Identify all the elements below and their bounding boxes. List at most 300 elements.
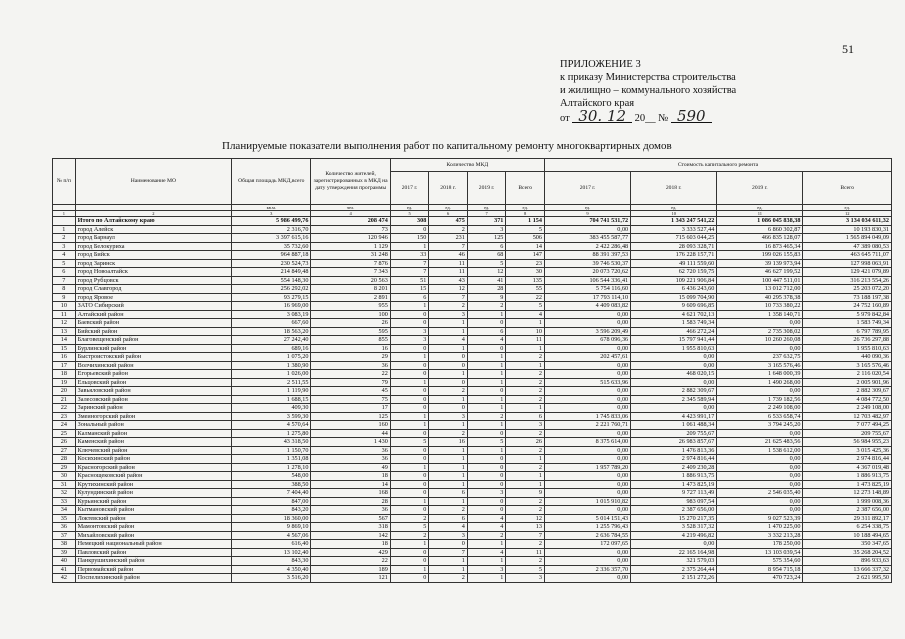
row-cost-2018: 9 727 113,49 (631, 489, 717, 498)
row-cost-2019: 1 358 140,71 (717, 310, 803, 319)
row-area: 18 360,00 (232, 514, 311, 523)
row-count-2017: 1 (390, 421, 429, 430)
row-cost-2018: 15 099 704,90 (631, 293, 717, 302)
table-row (53, 489, 892, 498)
row-cost-2017: 2 636 784,55 (544, 531, 630, 540)
row-area: 554 148,30 (232, 276, 311, 285)
row-cost-2017: 0,00 (544, 387, 630, 396)
row-count-2018: 4 (429, 523, 468, 532)
row-count-2019: 4 (467, 523, 506, 532)
row-count-2019: 3 (467, 489, 506, 498)
row-count-2019: 12 (467, 268, 506, 277)
table-row (53, 344, 892, 353)
row-cost-total: 2 005 901,96 (803, 378, 892, 387)
total-residents: 208 474 (311, 217, 390, 226)
row-cost-total: 4 084 772,50 (803, 395, 892, 404)
row-count-2019: 4 (467, 514, 506, 523)
header-count-2017: 2017 г. (390, 172, 429, 205)
row-number: 18 (53, 370, 76, 379)
row-count-2017: 1 (390, 497, 429, 506)
table-row (53, 421, 892, 430)
row-count-total: 5 (506, 565, 545, 574)
row-cost-total: 440 090,36 (803, 353, 892, 362)
row-count-2019: 1 (467, 421, 506, 430)
row-cost-2019: 1 470 225,00 (717, 523, 803, 532)
unit-cell: ед. (631, 205, 717, 211)
row-cost-total: 6 254 338,75 (803, 523, 892, 532)
row-count-total: 2 (506, 353, 545, 362)
row-cost-total: 7 077 494,25 (803, 421, 892, 430)
row-count-2018: 2 (429, 429, 468, 438)
row-cost-total: 5 979 842,84 (803, 310, 892, 319)
row-count-2019: 4 (467, 336, 506, 345)
row-cost-2019: 1 739 182,56 (717, 395, 803, 404)
row-cost-2017: 0,00 (544, 361, 630, 370)
total-cost-2018: 1 343 247 541,22 (631, 217, 717, 226)
row-cost-2017: 5 014 151,43 (544, 514, 630, 523)
unit-cell: ед. (429, 205, 468, 211)
row-cost-total: 1 565 894 049,09 (803, 234, 892, 243)
row-count-2018: 1 (429, 480, 468, 489)
row-name: город Славгород (75, 285, 231, 294)
row-count-2019: 0 (467, 344, 506, 353)
row-count-total: 2 (506, 446, 545, 455)
row-cost-2019: 470 723,24 (717, 574, 803, 583)
row-count-total: 14 (506, 242, 545, 251)
row-count-2018: 46 (429, 251, 468, 260)
row-cost-2017: 0,00 (544, 557, 630, 566)
row-residents: 7 876 (311, 259, 390, 268)
row-count-2018: 0 (429, 540, 468, 549)
row-count-2019: 0 (467, 497, 506, 506)
row-name: Каменский район (75, 438, 231, 447)
row-count-2018: 7 (429, 293, 468, 302)
table-row (53, 497, 892, 506)
row-cost-total: 316 213 554,26 (803, 276, 892, 285)
row-name: Зональный район (75, 421, 231, 430)
header-count-total: Всего (506, 172, 545, 205)
row-cost-2019: 2 249 108,00 (717, 404, 803, 413)
table-row (53, 327, 892, 336)
row-cost-2017: 0,00 (544, 319, 630, 328)
row-area: 689,16 (232, 344, 311, 353)
row-count-2018: 6 (429, 489, 468, 498)
row-count-2019: 125 (467, 234, 506, 243)
row-count-2018: 1 (429, 497, 468, 506)
row-cost-total: 12 703 482,97 (803, 412, 892, 421)
row-count-2019: 1 (467, 353, 506, 362)
row-name: Панкрушихинский район (75, 557, 231, 566)
row-cost-2017: 1 255 796,43 (544, 523, 630, 532)
total-cost-total: 3 134 034 611,32 (803, 217, 892, 226)
row-cost-2019: 237 632,75 (717, 353, 803, 362)
row-count-2017: 3 (390, 336, 429, 345)
row-area: 3 083,19 (232, 310, 311, 319)
appendix-block (560, 58, 736, 125)
row-cost-2019: 8 954 715,18 (717, 565, 803, 574)
row-residents: 121 (311, 574, 390, 583)
row-cost-2017: 0,00 (544, 574, 630, 583)
unit-cell: чел. (311, 205, 390, 211)
row-number: 33 (53, 497, 76, 506)
row-area: 93 279,15 (232, 293, 311, 302)
row-count-2018: 0 (429, 361, 468, 370)
row-count-2018: 7 (429, 548, 468, 557)
row-count-total: 1 (506, 361, 545, 370)
row-area: 3 516,20 (232, 574, 311, 583)
row-count-2017: 0 (390, 361, 429, 370)
row-count-2019: 0 (467, 472, 506, 481)
row-residents: 36 (311, 455, 390, 464)
row-number: 31 (53, 480, 76, 489)
row-cost-2018: 109 221 906,84 (631, 276, 717, 285)
row-count-2019: 41 (467, 276, 506, 285)
total-name: Итого по Алтайскому краю (75, 217, 231, 226)
column-number: 6 (429, 211, 468, 217)
table-row (53, 293, 892, 302)
row-cost-2017: 1 745 833,06 (544, 412, 630, 421)
table-row (53, 353, 892, 362)
column-number: 9 (544, 211, 630, 217)
row-cost-total: 463 645 711,07 (803, 251, 892, 260)
row-residents: 44 (311, 429, 390, 438)
row-area: 1 351,08 (232, 455, 311, 464)
row-area: 2 316,70 (232, 225, 311, 234)
row-cost-2018: 0,00 (631, 353, 717, 362)
row-count-total: 135 (506, 276, 545, 285)
row-number: 34 (53, 506, 76, 515)
row-cost-2018: 0,00 (631, 404, 717, 413)
row-count-2018: 1 (429, 421, 468, 430)
column-number: 10 (631, 211, 717, 217)
row-number: 5 (53, 259, 76, 268)
row-cost-2018: 2 151 272,26 (631, 574, 717, 583)
row-cost-2019: 10 260 260,08 (717, 336, 803, 345)
row-residents: 18 (311, 540, 390, 549)
table-row (53, 302, 892, 311)
handwritten-number: 590 (671, 110, 712, 123)
row-cost-2018: 176 228 157,71 (631, 251, 717, 260)
row-area: 4 350,40 (232, 565, 311, 574)
row-area: 1 380,90 (232, 361, 311, 370)
row-count-2019: 5 (467, 259, 506, 268)
row-cost-2018: 3 528 317,32 (631, 523, 717, 532)
row-cost-2017: 4 409 083,82 (544, 302, 630, 311)
row-count-2017: 0 (390, 480, 429, 489)
unit-cell: ед. (467, 205, 506, 211)
row-number: 36 (53, 523, 76, 532)
row-number: 30 (53, 472, 76, 481)
table-row (53, 370, 892, 379)
header-count-group: Количество МКД (390, 159, 544, 172)
header-no: № п/п (53, 159, 76, 205)
header-cost-2017: 2017 г. (544, 172, 630, 205)
row-area: 3 397 615,16 (232, 234, 311, 243)
row-cost-2017: 88 391 397,53 (544, 251, 630, 260)
table-row (53, 455, 892, 464)
row-count-2019: 1 (467, 378, 506, 387)
unit-cell: ед. (544, 205, 630, 211)
row-name: город Белокуриха (75, 242, 231, 251)
appendix-line-2: к приказу Министерства строительства (560, 72, 736, 83)
row-count-2018: 1 (429, 565, 468, 574)
row-cost-2018: 1 583 749,34 (631, 319, 717, 328)
row-number: 16 (53, 353, 76, 362)
row-count-2017: 1 (390, 242, 429, 251)
row-number: 1 (53, 225, 76, 234)
row-count-2017: 0 (390, 506, 429, 515)
row-cost-2018: 466 272,24 (631, 327, 717, 336)
row-cost-total: 26 736 297,88 (803, 336, 892, 345)
row-count-2019: 2 (467, 531, 506, 540)
row-count-total: 30 (506, 268, 545, 277)
table-row (53, 565, 892, 574)
row-count-2017: 0 (390, 344, 429, 353)
row-cost-total: 13 666 337,32 (803, 565, 892, 574)
document-title: Планируемые показатели выполнения работ по капитальному ремонту многоквартирных домов (222, 140, 672, 152)
row-cost-2018: 0,00 (631, 540, 717, 549)
row-cost-2018: 62 720 159,75 (631, 268, 717, 277)
total-area: 5 986 499,76 (232, 217, 311, 226)
row-number: 3 (53, 242, 76, 251)
row-count-2017: 2 (390, 531, 429, 540)
row-cost-2019: 0,00 (717, 319, 803, 328)
row-name: город Барнаул (75, 234, 231, 243)
row-residents: 567 (311, 514, 390, 523)
row-number: 6 (53, 268, 76, 277)
row-cost-total: 24 752 160,89 (803, 302, 892, 311)
table-row (53, 472, 892, 481)
total-cost-2019: 1 086 045 838,38 (717, 217, 803, 226)
row-count-2018: 3 (429, 310, 468, 319)
row-cost-2017: 2 422 286,48 (544, 242, 630, 251)
row-count-2017: 7 (390, 268, 429, 277)
row-name: Благовещенский район (75, 336, 231, 345)
row-cost-2018: 321 579,03 (631, 557, 717, 566)
row-cost-2019: 1 490 268,00 (717, 378, 803, 387)
row-count-2017: 3 (390, 327, 429, 336)
row-cost-2017: 0,00 (544, 506, 630, 515)
row-name: Ельцовский район (75, 378, 231, 387)
header-cost-2019: 2019 г. (717, 172, 803, 205)
row-name: ЗАТО Сибирский (75, 302, 231, 311)
row-cost-2018: 6 436 243,60 (631, 285, 717, 294)
table-row (53, 387, 892, 396)
row-count-2019: 0 (467, 429, 506, 438)
row-number: 25 (53, 429, 76, 438)
row-cost-2018: 2 387 656,00 (631, 506, 717, 515)
row-count-total: 1 (506, 319, 545, 328)
header-residents: Количество жителей, зарегистрированных в МКД на дату утверждения программы (311, 159, 390, 205)
appendix-line-3: и жилищно – коммунального хозяйства (560, 85, 737, 96)
row-count-2018: 3 (429, 531, 468, 540)
row-cost-total: 6 797 789,95 (803, 327, 892, 336)
row-name: Кытмановский район (75, 506, 231, 515)
row-area: 847,00 (232, 497, 311, 506)
row-area: 16 969,00 (232, 302, 311, 311)
row-name: город Яровое (75, 293, 231, 302)
row-cost-2018: 2 974 816,44 (631, 455, 717, 464)
row-count-2018: 1 (429, 557, 468, 566)
appendix-title: ПРИЛОЖЕНИЕ 3 (560, 59, 641, 70)
row-count-2017: 1 (390, 412, 429, 421)
row-count-total: 1 (506, 404, 545, 413)
row-count-total: 1 (506, 455, 545, 464)
row-residents: 955 (311, 302, 390, 311)
table-row (53, 531, 892, 540)
row-area: 2 511,55 (232, 378, 311, 387)
row-cost-total: 47 389 080,53 (803, 242, 892, 251)
row-count-2017: 0 (390, 387, 429, 396)
row-count-total: 2 (506, 497, 545, 506)
row-name: Волчихинский район (75, 361, 231, 370)
row-cost-2017: 515 633,96 (544, 378, 630, 387)
row-cost-2018: 26 983 857,67 (631, 438, 717, 447)
row-count-2017: 1 (390, 463, 429, 472)
row-cost-2017: 0,00 (544, 429, 630, 438)
row-area: 388,50 (232, 480, 311, 489)
row-residents: 7 343 (311, 268, 390, 277)
row-count-total: 55 (506, 285, 545, 294)
row-number: 23 (53, 412, 76, 421)
handwritten-date: 30. 12 (572, 110, 632, 123)
row-residents: 79 (311, 378, 390, 387)
row-residents: 28 (311, 497, 390, 506)
table-row (53, 361, 892, 370)
row-name: Змеиногорский район (75, 412, 231, 421)
capital-repair-table (52, 158, 892, 583)
row-count-total: 3 (506, 574, 545, 583)
row-number: 37 (53, 531, 76, 540)
row-cost-total: 2 621 995,50 (803, 574, 892, 583)
row-count-2018: 1 (429, 327, 468, 336)
row-area: 548,00 (232, 472, 311, 481)
row-residents: 49 (311, 463, 390, 472)
row-cost-2018: 983 097,54 (631, 497, 717, 506)
row-residents: 31 248 (311, 251, 390, 260)
row-cost-2019: 0,00 (717, 480, 803, 489)
row-cost-2018: 9 609 696,85 (631, 302, 717, 311)
row-count-2018: 12 (429, 285, 468, 294)
row-count-2019: 9 (467, 293, 506, 302)
row-number: 24 (53, 421, 76, 430)
row-count-total: 10 (506, 327, 545, 336)
row-cost-2018: 1 955 810,63 (631, 344, 717, 353)
unit-cell: ед. (803, 205, 892, 211)
row-residents: 16 (311, 344, 390, 353)
row-cost-2018: 1 476 813,36 (631, 446, 717, 455)
row-number: 2 (53, 234, 76, 243)
row-cost-2019: 6 533 658,74 (717, 412, 803, 421)
row-name: Немецкий национальный район (75, 540, 231, 549)
row-count-total: 147 (506, 251, 545, 260)
row-name: город Рубцовск (75, 276, 231, 285)
row-cost-2019: 1 648 000,39 (717, 370, 803, 379)
row-number: 29 (53, 463, 76, 472)
row-count-2019: 2 (467, 412, 506, 421)
row-name: город Заринск (75, 259, 231, 268)
row-cost-2018: 2 882 309,67 (631, 387, 717, 396)
row-count-total: 1 (506, 480, 545, 489)
row-area: 843,20 (232, 506, 311, 515)
row-count-2018: 7 (429, 242, 468, 251)
row-cost-2019: 10 733 380,22 (717, 302, 803, 311)
row-count-2017: 1 (390, 353, 429, 362)
row-count-2017: 0 (390, 310, 429, 319)
row-area: 843,30 (232, 557, 311, 566)
total-count-2017: 308 (390, 217, 429, 226)
table-row (53, 336, 892, 345)
table-row (53, 429, 892, 438)
column-number: 5 (390, 211, 429, 217)
row-cost-2019: 100 447 511,01 (717, 276, 803, 285)
row-cost-2019: 21 625 483,56 (717, 438, 803, 447)
row-cost-2018: 2 345 589,94 (631, 395, 717, 404)
row-cost-2018: 22 165 164,98 (631, 548, 717, 557)
row-count-2018: 11 (429, 259, 468, 268)
row-count-2018: 1 (429, 319, 468, 328)
header-area: Общая площадь МКД,всего (232, 159, 311, 205)
row-cost-2018: 1 473 825,19 (631, 480, 717, 489)
row-cost-2017: 0,00 (544, 395, 630, 404)
table-row (53, 412, 892, 421)
row-count-2017: 0 (390, 557, 429, 566)
row-residents: 36 (311, 361, 390, 370)
row-count-2018: 3 (429, 412, 468, 421)
row-area: 35 732,60 (232, 242, 311, 251)
row-cost-2017: 8 375 614,00 (544, 438, 630, 447)
table-row (53, 251, 892, 260)
row-cost-total: 1 583 749,34 (803, 319, 892, 328)
row-cost-total: 2 249 108,00 (803, 404, 892, 413)
table-row (53, 378, 892, 387)
row-count-2019: 0 (467, 480, 506, 489)
row-area: 667,60 (232, 319, 311, 328)
row-count-2019: 1 (467, 404, 506, 413)
table-row (53, 259, 892, 268)
row-cost-2019: 2 546 035,40 (717, 489, 803, 498)
table-row (53, 225, 892, 234)
row-cost-2018: 1 061 488,34 (631, 421, 717, 430)
row-cost-total: 10 193 830,31 (803, 225, 892, 234)
row-cost-2018: 15 270 217,35 (631, 514, 717, 523)
row-cost-2018: 209 755,67 (631, 429, 717, 438)
row-cost-2017: 0,00 (544, 472, 630, 481)
column-number: 3 (232, 211, 311, 217)
row-residents: 160 (311, 421, 390, 430)
total-count-2019: 371 (467, 217, 506, 226)
row-cost-2017: 0,00 (544, 480, 630, 489)
row-name: Егорьевский район (75, 370, 231, 379)
row-residents: 22 (311, 370, 390, 379)
row-number: 11 (53, 310, 76, 319)
row-count-2017: 33 (390, 251, 429, 260)
row-count-2017: 1 (390, 302, 429, 311)
row-cost-2019: 466 835 128,07 (717, 234, 803, 243)
row-count-2018: 1 (429, 455, 468, 464)
row-count-2019: 1 (467, 361, 506, 370)
row-cost-2018: 49 111 559,60 (631, 259, 717, 268)
row-name: Михайловский район (75, 531, 231, 540)
row-number: 39 (53, 548, 76, 557)
row-count-2018: 2 (429, 506, 468, 515)
row-count-total: 2 (506, 557, 545, 566)
row-residents: 29 (311, 353, 390, 362)
row-residents: 73 (311, 225, 390, 234)
table-row (53, 319, 892, 328)
row-number: 12 (53, 319, 76, 328)
row-cost-2019: 3 332 213,28 (717, 531, 803, 540)
